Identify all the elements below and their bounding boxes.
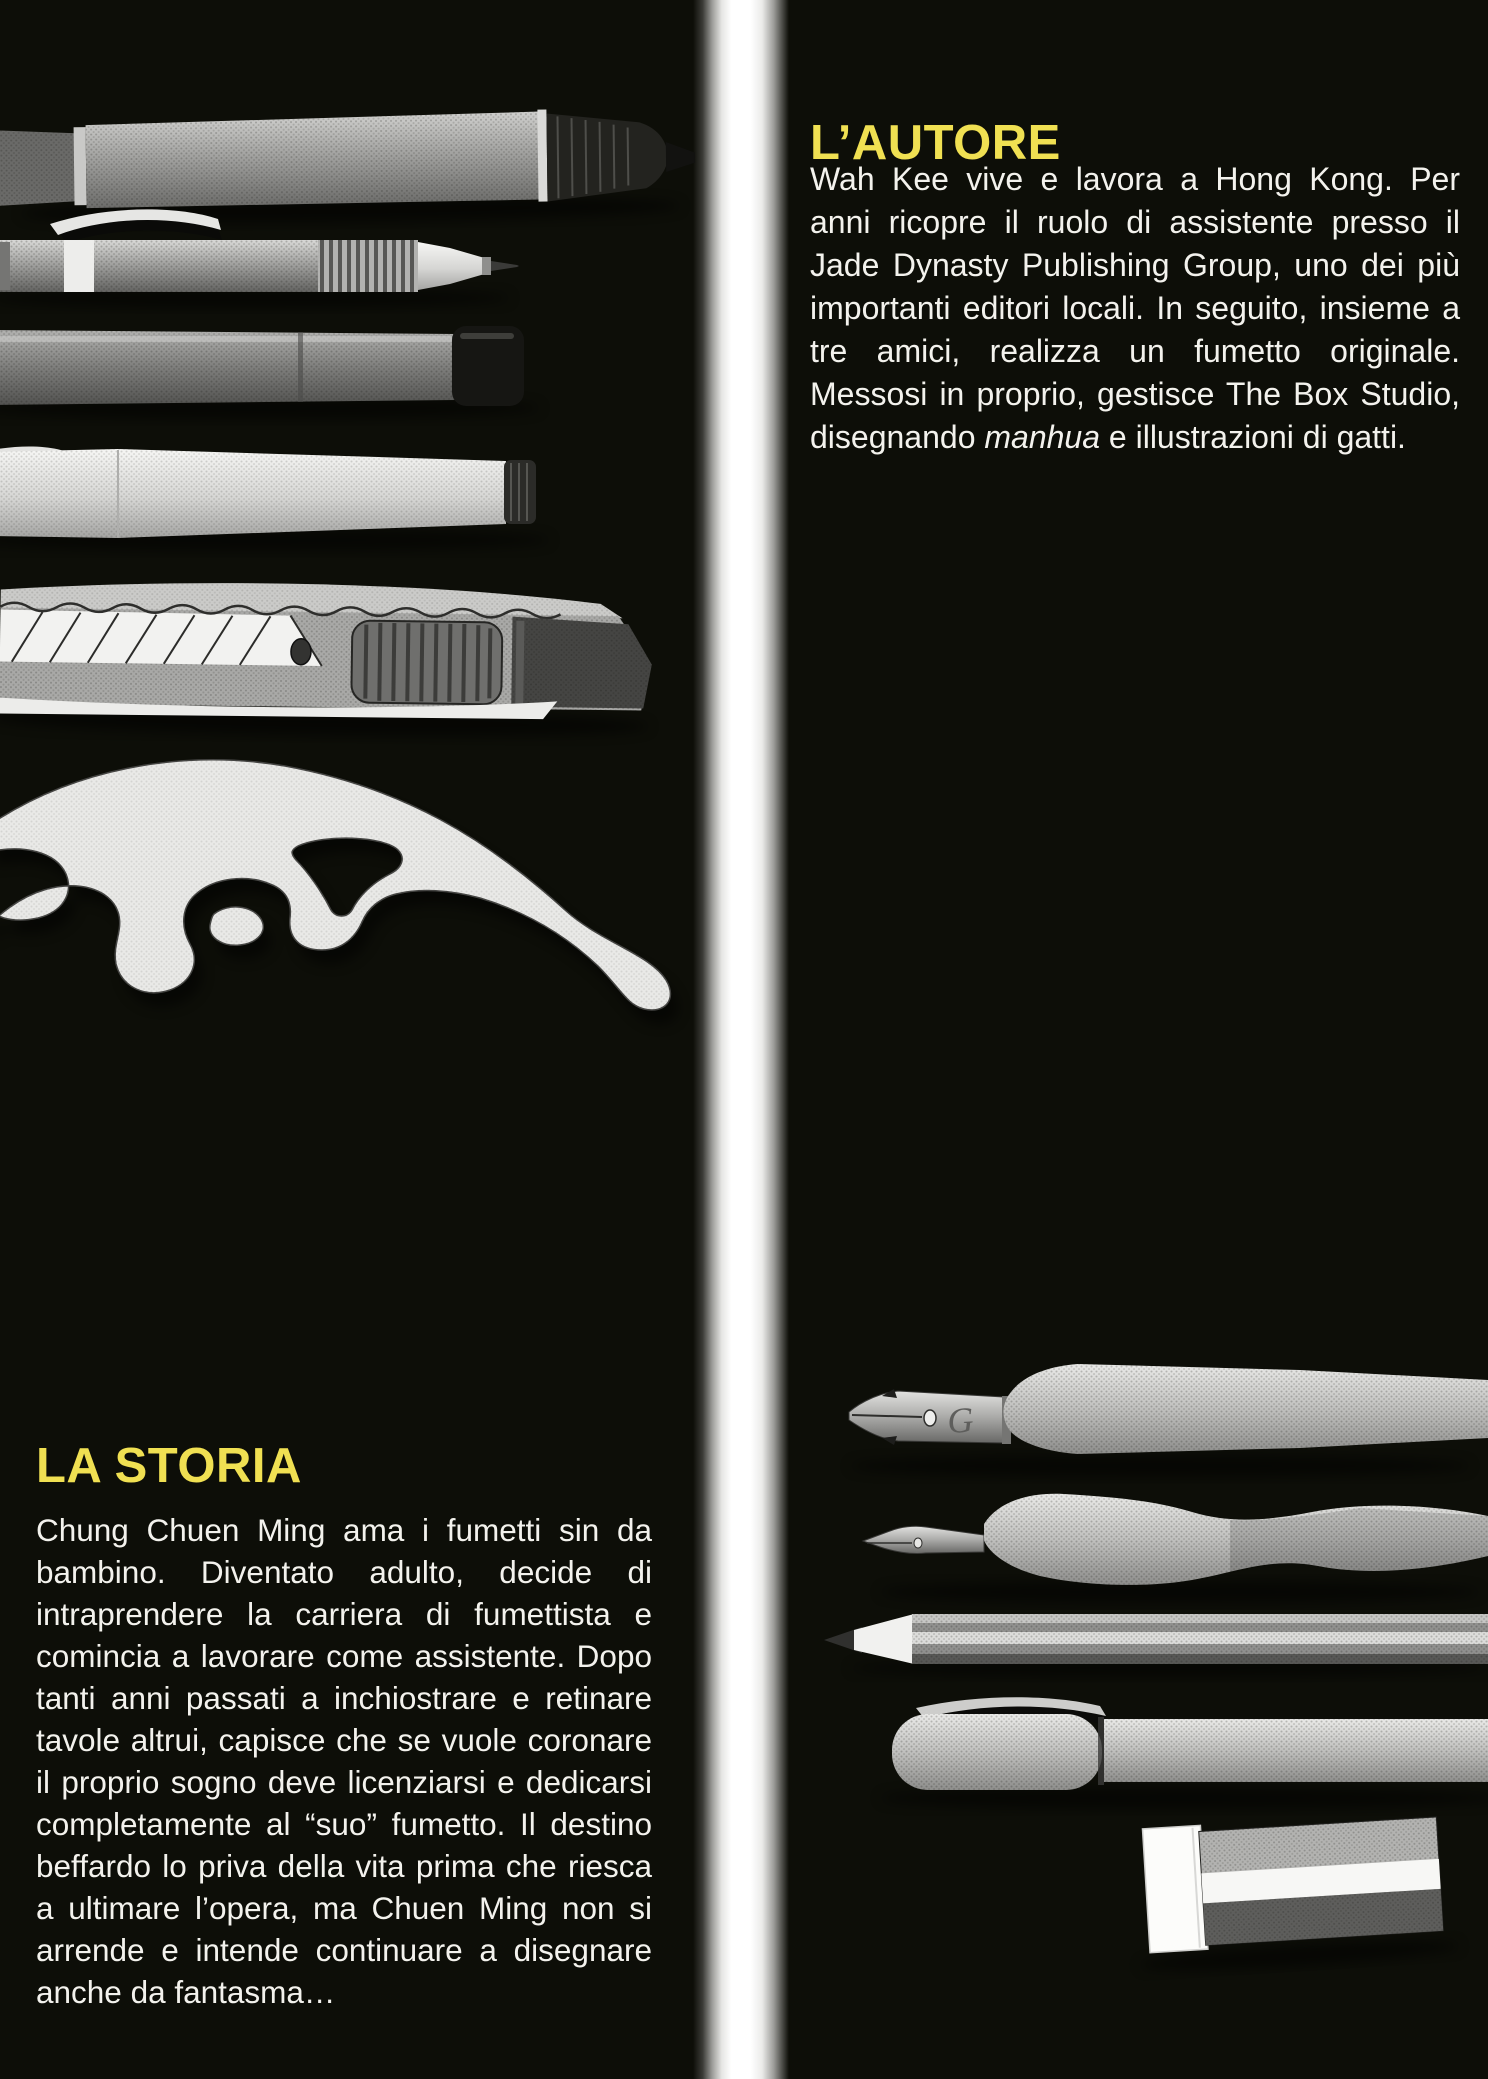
white-brush-pen-icon (0, 446, 550, 551)
pencil-icon (824, 1614, 1488, 1677)
drawing-tools-left-illustration (0, 0, 703, 1040)
french-curve-icon (0, 760, 678, 1024)
g-nib-dip-pen-icon (849, 1364, 1488, 1477)
story-synopsis-paragraph: Chung Chuen Ming ama i fumetti sin da bambino. Diventato adulto, decide di intraprendere la carriera di fumettista e comincia a lavorare come assistente. Dopo tanti anni passati a inchiostrare e retinare tavole altrui, capisce che se vuole coronare il proprio sogno deve licenziarsi e dedicarsi completamente al “suo” fumetto. Il destino beffardo lo priva della vita prima che riesca a ultimare l’opera, ma Chuen Ming non si arrende e intende continuare a disegnare anche da fantasma… (36, 1511, 652, 2010)
ergonomic-dip-pen-icon (863, 1494, 1488, 1603)
capped-pen-icon (880, 1697, 1488, 1809)
book-fold-gutter (693, 0, 789, 2079)
brush-pen-icon (0, 108, 696, 227)
author-section-heading: L’AUTORE (810, 115, 1061, 170)
cutter-knife-icon (0, 580, 653, 740)
drawing-tools-right-illustration (777, 1355, 1488, 1995)
mechanical-pencil-icon (0, 209, 519, 308)
svg-text:G: G (946, 1399, 975, 1441)
author-bio-paragraph: Wah Kee vive e lavora a Hong Kong. Per anni ricopre il ruolo di assistente presso il Jade Dynasty Publishing Group, uno dei più importanti editori locali. In seguito, insieme a tre amici, realizza un fumetto originale. Messosi in proprio, gestisce The Box Studio, disegnando manhua e illustrazioni di gatti. (810, 161, 1460, 455)
fineliner-pen-icon (0, 326, 540, 419)
eraser-icon (1132, 1810, 1460, 1975)
story-section-heading: LA STORIA (36, 1438, 302, 1493)
